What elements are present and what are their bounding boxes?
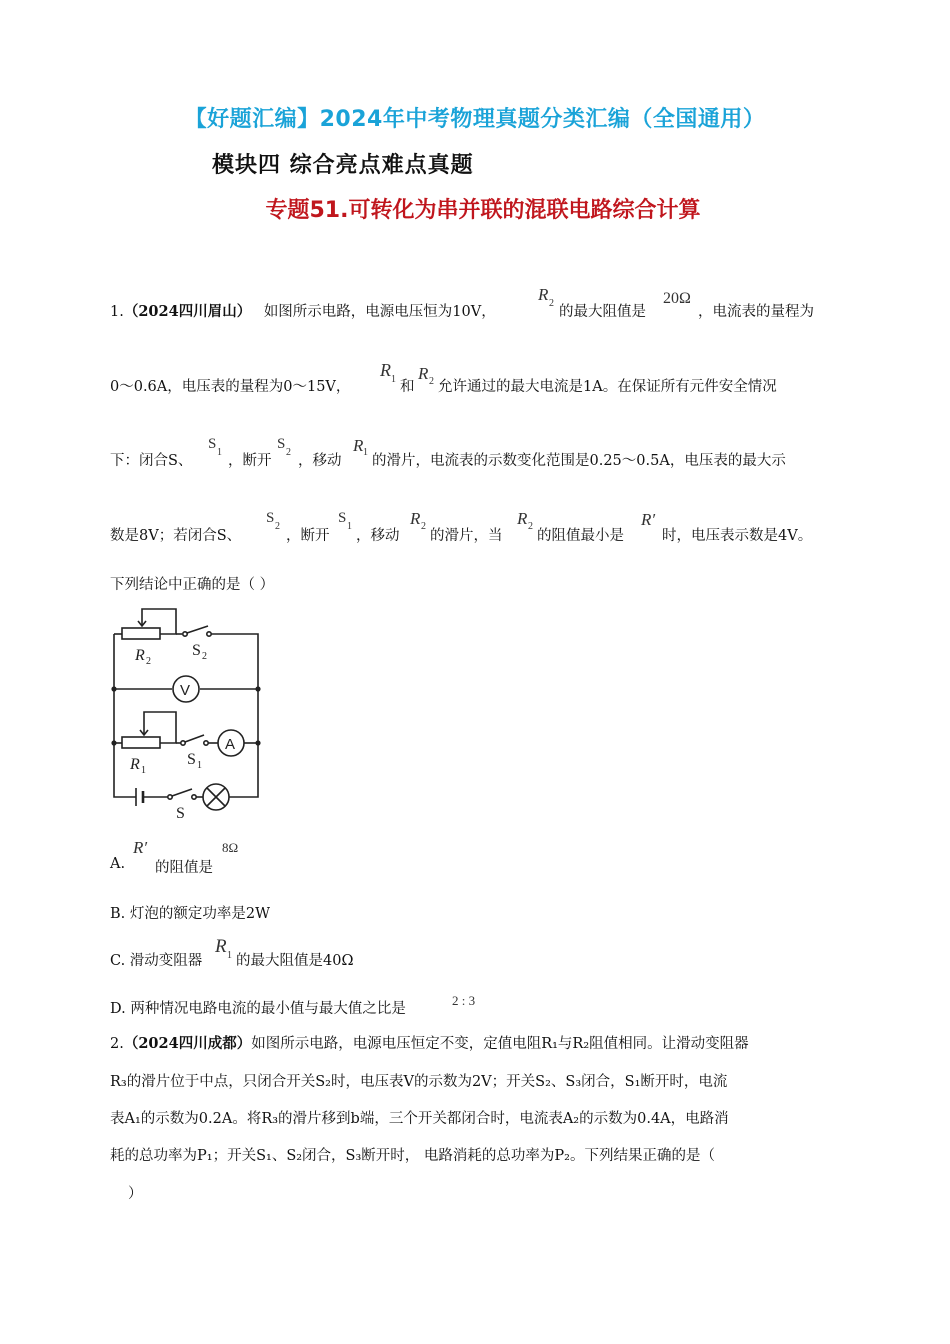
q1-sub-2c: 2 [421, 521, 426, 532]
q1-text-4f: 时，电压表示数是4V。 [662, 528, 813, 544]
option-c-text-a: C. 滑动变阻器 [110, 953, 203, 969]
q1-sub-s2c: 2 [275, 521, 280, 532]
q1-text-3a: 下：闭合S、 [110, 453, 193, 469]
q1-sym-s2: S [277, 436, 286, 452]
q1-sym-r2: R [538, 285, 549, 304]
label-s1: S [187, 751, 196, 768]
q1-sub-s2: 2 [286, 447, 291, 458]
q1-number: 1. [110, 304, 124, 320]
q1-sub-1: 1 [391, 374, 396, 385]
option-c-text-b: 的最大阻值是40Ω [236, 953, 354, 969]
q1-text-4c: ，移动 [356, 528, 400, 544]
ammeter-label: A [225, 736, 236, 753]
option-c-sym: R [215, 936, 227, 957]
q1-text-3c: ，移动 [298, 453, 342, 469]
topic-heading: 专题51.可转化为串并联的混联电路综合计算 [265, 198, 701, 223]
q1-text-4a: 数是8V；若闭合S、 [110, 528, 242, 544]
label-r2-sub: 2 [146, 656, 151, 667]
label-s1-sub: 1 [197, 760, 202, 771]
q2-source: （2024四川成都） [123, 1035, 252, 1052]
option-a-value: 8Ω [222, 840, 239, 855]
q2-line-4: 耗的总功率为P₁；开关S₁、S₂闭合，S₃断开时， 电路消耗的总功率为P₂。下列结果正确的是（ [110, 1148, 715, 1164]
q1-text-1c: ，电流表的量程为 [698, 304, 814, 320]
label-r2: R [135, 647, 145, 664]
label-s2-sub: 2 [202, 651, 207, 662]
q1-sym-s1: S [208, 436, 217, 452]
q1-sym-r2c: R [410, 509, 421, 528]
q1-ohm-20: 20Ω [663, 290, 691, 307]
option-d-text: D. 两种情况电路电流的最小值与最大值之比是 [110, 1001, 406, 1017]
q1-text-3b: ，断开 [228, 453, 272, 469]
circuit-diagram [100, 596, 280, 828]
q1-sub-s1c: 1 [347, 521, 352, 532]
q2-text-1: 如图所示电路，电源电压恒定不变，定值电阻R₁与R₂阻值相同。让滑动变阻器 [251, 1036, 749, 1052]
q1-sub-1b: 1 [363, 447, 368, 458]
q1-sym-r2d: R [517, 509, 528, 528]
q1-source: （2024四川眉山） [123, 303, 252, 320]
voltmeter-label: V [180, 682, 191, 699]
q1-sym-r1: R [380, 360, 391, 380]
q1-sym-s2c: S [266, 510, 275, 526]
q1-text-4e: 的阻值最小是 [537, 528, 624, 544]
q1-text-4b: ，断开 [286, 528, 330, 544]
label-s: S [176, 805, 185, 822]
q2-line-1 [110, 1032, 749, 1053]
q1-text-4d: 的滑片，当 [430, 528, 503, 544]
q2-number: 2. [110, 1036, 124, 1052]
label-r1-sub: 1 [141, 765, 146, 776]
q1-text-3d: 的滑片，电流表的示数变化范围是0.25～0.5A，电压表的最大示 [372, 453, 786, 469]
option-a-text: 的阻值是 [155, 860, 213, 876]
document-title: 【好题汇编】2024年中考物理真题分类汇编（全国通用） [184, 107, 766, 132]
q1-text-1a: 如图所示电路，电源电压恒为10V， [263, 304, 496, 320]
q1-sym-rprime: R′ [641, 510, 656, 529]
q2-line-2: R₃的滑片位于中点，只闭合开关S₂时，电压表V的示数为2V；开关S₂、S₃闭合，S₁断开时，电流 [110, 1074, 728, 1090]
option-b: B. 灯泡的额定功率是2W [110, 906, 271, 922]
q1-text-1b: 的最大阻值是 [559, 304, 646, 320]
q1-sub-2d: 2 [528, 521, 533, 532]
label-r1: R [130, 756, 140, 773]
q1-sym-r1b: R [353, 436, 364, 455]
q2-line-3: 表A₁的示数为0.2A。将R₃的滑片移到b端，三个开关都闭合时，电流表A₂的示数为0.4A，电路消 [110, 1111, 729, 1127]
q1-text-2c: 允许通过的最大电流是1A。在保证所有元件安全情况 [438, 379, 777, 395]
option-a-sym: R′ [133, 838, 148, 857]
q1-sym-r2b: R [418, 364, 429, 383]
q1-line-1 [110, 300, 496, 321]
option-a-label: A. [110, 856, 126, 872]
q1-sub-2: 2 [549, 298, 554, 309]
q1-sub-s1: 1 [217, 447, 222, 458]
label-s2: S [192, 642, 201, 659]
q1-sub-2b: 2 [429, 376, 434, 387]
module-heading: 模块四 综合亮点难点真题 [212, 153, 474, 178]
q2-line-5: ） [128, 1186, 143, 1202]
option-d-value: 2 : 3 [452, 993, 476, 1008]
q1-sym-s1c: S [338, 510, 347, 526]
q1-text-5: 下列结论中正确的是（ ） [110, 577, 275, 593]
q1-text-2b: 和 [400, 379, 415, 395]
option-c-sub: 1 [227, 950, 232, 961]
q1-text-2a: 0～0.6A，电压表的量程为0～15V， [110, 379, 351, 395]
